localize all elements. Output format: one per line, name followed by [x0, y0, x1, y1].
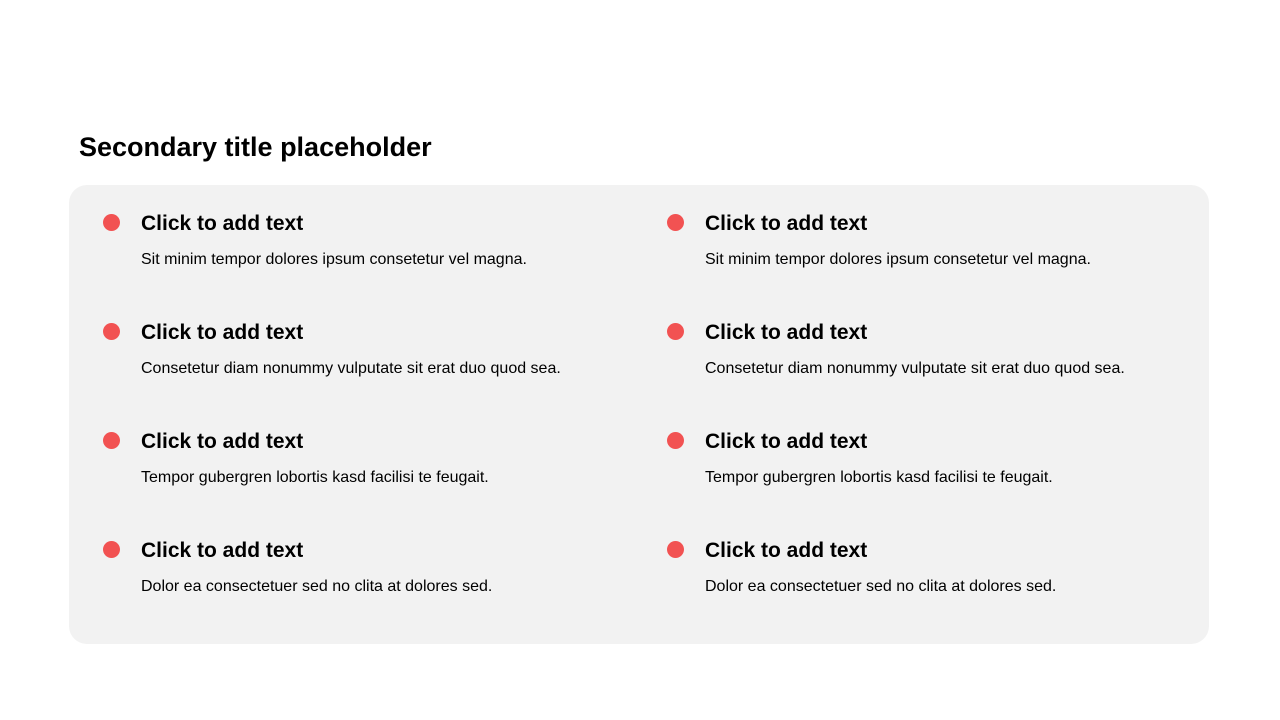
- content-panel: [69, 185, 1209, 644]
- list-item: [667, 214, 1187, 284]
- item-body[interactable]: Dolor ea consectetuer sed no clita at dolores sed.: [141, 578, 493, 595]
- list-item: [667, 541, 1187, 611]
- item-heading[interactable]: Click to add text: [705, 321, 868, 344]
- list-item: [103, 323, 623, 393]
- item-body[interactable]: Sit minim tempor dolores ipsum consetetur vel magna.: [141, 251, 527, 268]
- bullet-dot-icon: [667, 323, 684, 340]
- item-body[interactable]: Tempor gubergren lobortis kasd facilisi te feugait.: [705, 469, 1053, 486]
- list-item: [667, 432, 1187, 502]
- bullet-dot-icon: [103, 323, 120, 340]
- list-item: [103, 541, 623, 611]
- item-heading[interactable]: Click to add text: [141, 430, 304, 453]
- list-item: [667, 323, 1187, 393]
- item-heading[interactable]: Click to add text: [705, 430, 868, 453]
- bullet-dot-icon: [103, 214, 120, 231]
- item-heading[interactable]: Click to add text: [141, 212, 304, 235]
- list-item: [103, 214, 623, 284]
- bullet-dot-icon: [103, 432, 120, 449]
- slide-title[interactable]: Secondary title placeholder: [79, 132, 432, 162]
- item-heading[interactable]: Click to add text: [141, 539, 304, 562]
- bullet-dot-icon: [667, 541, 684, 558]
- item-heading[interactable]: Click to add text: [705, 539, 868, 562]
- item-heading[interactable]: Click to add text: [705, 212, 868, 235]
- list-item: [103, 432, 623, 502]
- bullet-dot-icon: [103, 541, 120, 558]
- item-body[interactable]: Dolor ea consectetuer sed no clita at dolores sed.: [705, 578, 1057, 595]
- bullet-dot-icon: [667, 214, 684, 231]
- item-body[interactable]: Sit minim tempor dolores ipsum consetetur vel magna.: [705, 251, 1091, 268]
- item-body[interactable]: Tempor gubergren lobortis kasd facilisi te feugait.: [141, 469, 489, 486]
- item-heading[interactable]: Click to add text: [141, 321, 304, 344]
- item-body[interactable]: Consetetur diam nonummy vulputate sit erat duo quod sea.: [705, 360, 1125, 377]
- bullet-dot-icon: [667, 432, 684, 449]
- item-body[interactable]: Consetetur diam nonummy vulputate sit erat duo quod sea.: [141, 360, 561, 377]
